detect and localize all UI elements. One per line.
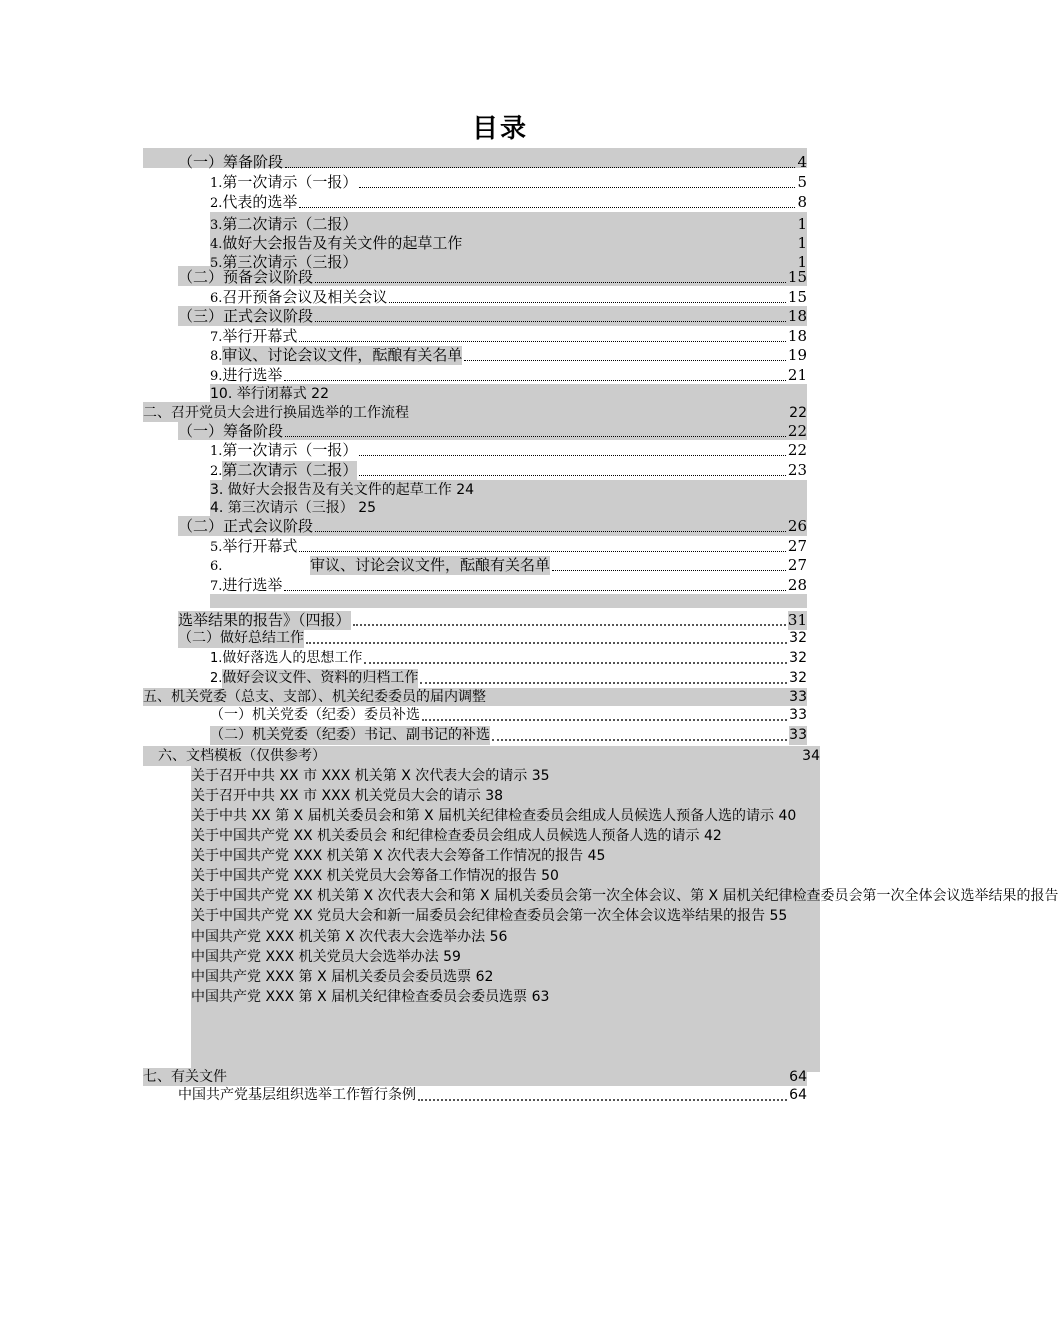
toc-entry[interactable]: 6. 召开预备会议及相关会议 15 — [210, 288, 807, 306]
toc-entry[interactable]: 关于中国共产党 XX 党员大会和新一届委员会纪律检查委员会第一次全体会议选举结果的报告 55 — [191, 908, 788, 924]
dot-leader — [284, 379, 785, 381]
toc-entry[interactable]: 关于中国共产党 XXX 机关党员大会筹备工作情况的报告 50 — [191, 868, 559, 884]
toc-entry[interactable]: 关于召开中共 XX 市 XXX 机关第 X 次代表大会的请示 35 — [191, 768, 550, 784]
dot-leader — [492, 738, 787, 741]
dot-leader — [464, 359, 785, 361]
dot-leader — [359, 474, 785, 476]
toc-entry[interactable]: 6. 审议、讨论会议文件，酝酿有关名单 27 — [210, 556, 807, 574]
toc-entry[interactable]: 5. 举行开幕式 27 — [210, 537, 807, 555]
toc-entry[interactable]: （二）正式会议阶段 26 — [178, 517, 807, 535]
toc-entry[interactable]: 关于中共 XX 第 X 届机关委员会和第 X 届机关纪律检查委员会组成人员候选人预备人选的请示 40 — [191, 808, 797, 824]
dot-leader — [389, 301, 785, 303]
toc-entry[interactable]: 7. 进行选举 28 — [210, 576, 807, 594]
dot-leader — [418, 1098, 787, 1101]
toc-entry[interactable]: （一）筹备阶段 4 — [178, 153, 807, 171]
toc-entry[interactable]: 9. 进行选举 21 — [210, 366, 807, 384]
dot-leader — [306, 641, 787, 644]
toc-entry[interactable]: （一）机关党委（纪委）委员补选 33 — [210, 707, 807, 723]
toc-entry[interactable]: 4. 第三次请示（三报） 25 — [210, 500, 377, 516]
toc-entry[interactable]: （一）筹备阶段 22 — [178, 422, 807, 440]
toc-entry[interactable]: 1. 做好落选人的思想工作 32 — [210, 650, 807, 666]
toc-entry[interactable]: 10. 举行闭幕式 22 — [210, 386, 329, 402]
toc-entry[interactable]: 中国共产党基层组织选举工作暂行条例 64 — [178, 1087, 807, 1103]
dot-leader — [364, 661, 787, 664]
toc-entry[interactable]: （二）预备会议阶段 15 — [178, 268, 807, 286]
dot-leader — [299, 340, 785, 342]
toc-entry[interactable]: （二）做好总结工作 32 — [178, 630, 807, 646]
dot-leader — [315, 320, 786, 322]
toc-entry[interactable]: 选举结果的报告》（四报） 31 — [178, 611, 807, 629]
toc-entry[interactable]: 关于召开中共 XX 市 XXX 机关党员大会的请示 38 — [191, 788, 504, 804]
dot-leader — [359, 454, 785, 456]
toc-section-heading[interactable]: 五、机关党委（总支、支部）、机关纪委委员的届内调整 33 — [143, 689, 807, 705]
toc-entry[interactable]: 中国共产党 XXX 机关第 X 次代表大会选举办法 56 — [191, 929, 508, 945]
toc-section-heading[interactable]: 二、召开党员大会进行换届选举的工作流程 22 — [143, 405, 807, 421]
toc-entry[interactable]: （二）机关党委（纪委）书记、副书记的补选 33 — [210, 727, 807, 743]
toc-entry[interactable]: 中国共产党 XXX 第 X 届机关纪律检查委员会委员选票 63 — [191, 989, 550, 1005]
toc-entry[interactable]: 7. 举行开幕式 18 — [210, 327, 807, 345]
toc-entry[interactable]: 3. 做好大会报告及有关文件的起草工作 24 — [210, 482, 475, 498]
dot-leader — [552, 569, 786, 571]
dot-leader — [284, 589, 785, 591]
toc-entry[interactable]: 5. 第三次请示（三报） 1 — [210, 253, 807, 271]
highlight-block — [210, 594, 807, 608]
toc-entry[interactable]: 2. 做好会议文件、资料的归档工作 32 — [210, 670, 807, 686]
dot-leader — [353, 623, 786, 626]
toc-entry[interactable]: （三）正式会议阶段 18 — [178, 307, 807, 325]
toc-entry[interactable]: 1. 第一次请示（一报） 22 — [210, 441, 807, 459]
dot-leader — [315, 281, 786, 283]
toc-entry[interactable]: 8. 审议、讨论会议文件，酝酿有关名单 19 — [210, 346, 807, 364]
toc-entry[interactable]: 中国共产党 XXX 第 X 届机关委员会委员选票 62 — [191, 969, 494, 985]
toc-section-heading[interactable]: 六、文档模板（仅供参考） 34 — [158, 748, 820, 764]
toc-entry[interactable]: 4. 做好大会报告及有关文件的起草工作 1 — [210, 234, 807, 252]
dot-leader — [420, 681, 787, 684]
toc-entry[interactable]: 2. 第二次请示（二报） 23 — [210, 461, 807, 479]
dot-leader — [359, 186, 795, 188]
toc-entry[interactable]: 关于中国共产党 XX 机关委员会 和纪律检查委员会组成人员候选人预备人选的请示 42 — [191, 828, 722, 844]
toc-entry[interactable]: 关于中国共产党 XXX 机关第 X 次代表大会筹备工作情况的报告 45 — [191, 848, 606, 864]
toc-entry[interactable]: 关于中国共产党 XX 机关第 X 次代表大会和第 X 届机关委员会第一次全体会议、第 X 届机关纪律检查委员会第一次全体会议选举结果的报告 — [191, 888, 1059, 904]
dot-leader — [422, 718, 787, 721]
dot-leader — [299, 550, 785, 552]
toc-title: 目录 — [471, 114, 528, 144]
toc-entry[interactable]: 3. 第二次请示（二报） 1 — [210, 215, 807, 233]
toc-section-heading[interactable]: 七、有关文件 64 — [143, 1069, 807, 1085]
dot-leader — [299, 206, 795, 208]
toc-entry[interactable]: 1. 第一次请示（一报） 5 — [210, 173, 807, 191]
dot-leader — [315, 530, 786, 532]
toc-entry[interactable]: 中国共产党 XXX 机关党员大会选举办法 59 — [191, 949, 461, 965]
toc-entry[interactable]: 2. 代表的选举 8 — [210, 193, 807, 211]
dot-leader — [285, 166, 795, 168]
dot-leader — [285, 435, 786, 437]
